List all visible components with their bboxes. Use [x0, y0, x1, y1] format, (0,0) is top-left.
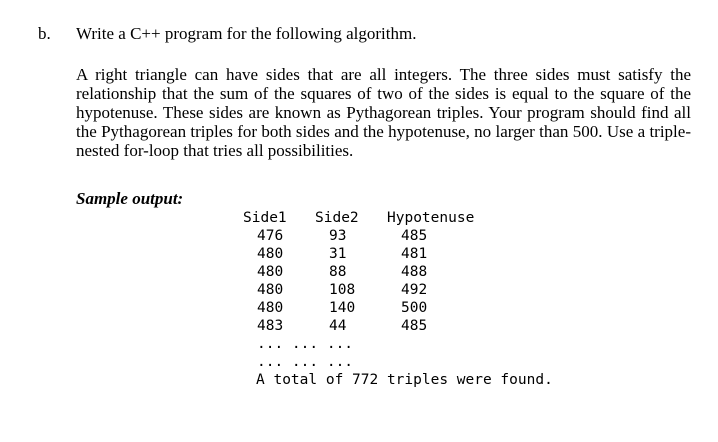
cell-hypotenuse: 500	[401, 300, 428, 316]
header-side1: Side1	[243, 210, 287, 226]
question-prompt: Write a C++ program for the following algorithm.	[76, 24, 417, 43]
ellipsis-line: ... ... ...	[257, 336, 354, 352]
cell-side2: 140	[329, 300, 356, 316]
output-header-row	[243, 209, 553, 227]
cell-side1: 480	[257, 264, 284, 280]
output-row	[243, 299, 553, 317]
output-row	[243, 281, 553, 299]
cell-side1: 483	[257, 318, 284, 334]
header-side2: Side2	[315, 210, 359, 226]
cell-side1: 480	[257, 246, 284, 262]
cell-side2: 108	[329, 282, 356, 298]
sample-output-block	[243, 209, 553, 389]
cell-side1: 480	[257, 282, 284, 298]
cell-side2: 93	[329, 228, 347, 244]
cell-side1: 480	[257, 300, 284, 316]
output-row	[243, 245, 553, 263]
ellipsis-line: ... ... ...	[257, 354, 354, 370]
output-row	[243, 263, 553, 281]
output-row	[243, 227, 553, 245]
sample-output-heading: Sample output:	[76, 189, 184, 208]
algorithm-description: A right triangle can have sides that are all integers. The three sides must satisfy the relationship that the sum of the squares of two of the sides is equal to the square of the hypotenuse. These sides are known as Pythagorean triples. Your program should find all the Pythagorean triples for both sides and the hypotenuse, no larger than 500. Use a triple-nested for-loop that tries all possibilities.	[76, 65, 691, 160]
cell-hypotenuse: 492	[401, 282, 428, 298]
cell-hypotenuse: 481	[401, 246, 428, 262]
question-label: b.	[38, 24, 51, 43]
cell-hypotenuse: 485	[401, 228, 428, 244]
summary-line: A total of 772 triples were found.	[256, 372, 553, 388]
output-row	[243, 317, 553, 335]
cell-side2: 31	[329, 246, 347, 262]
cell-side1: 476	[257, 228, 284, 244]
cell-side2: 88	[329, 264, 347, 280]
header-hypotenuse: Hypotenuse	[387, 210, 475, 226]
cell-hypotenuse: 488	[401, 264, 428, 280]
cell-side2: 44	[329, 318, 347, 334]
cell-hypotenuse: 485	[401, 318, 428, 334]
